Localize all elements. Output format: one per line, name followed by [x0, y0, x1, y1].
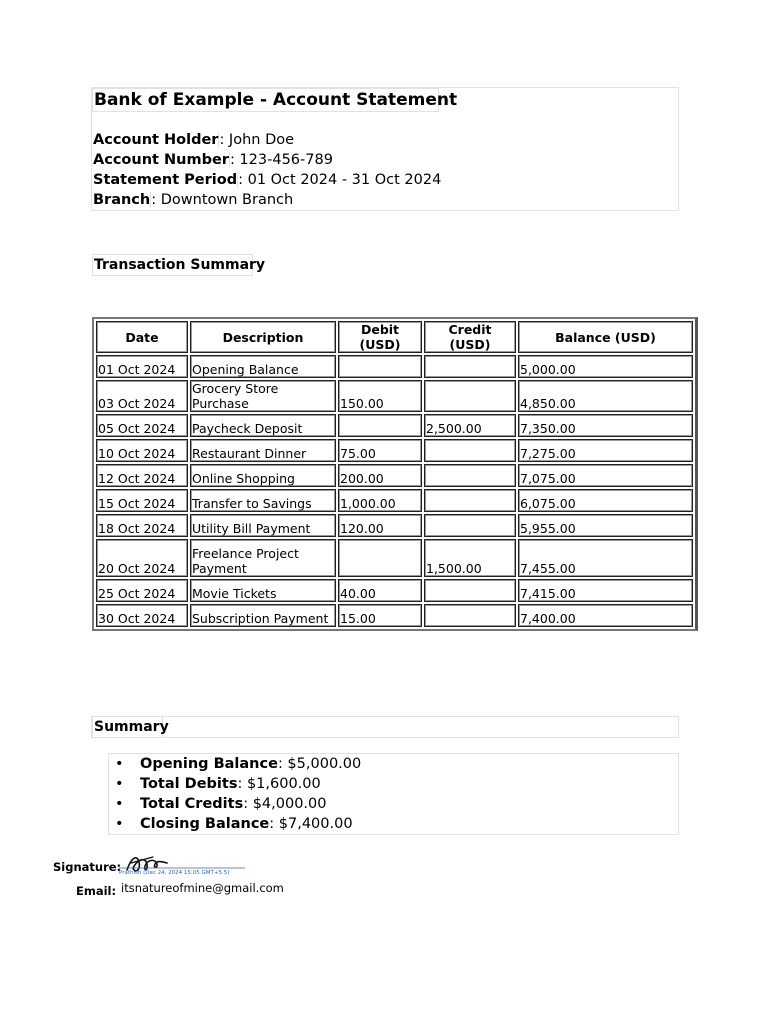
cell-balance: 7,455.00 [518, 539, 693, 577]
cell-debit: 150.00 [338, 380, 422, 412]
cell-date: 03 Oct 2024 [96, 380, 188, 412]
cell-description: Restaurant Dinner [190, 439, 336, 462]
table-row [96, 539, 693, 577]
branch-line [93, 190, 293, 210]
summary-heading: Summary [92, 716, 163, 738]
signature-caption: Prathish (Dec 24, 2024 15:05 GMT+5.5) [119, 870, 230, 876]
summary-list [108, 753, 679, 835]
cell-description: Transfer to Savings [190, 489, 336, 512]
cell-debit: 200.00 [338, 464, 422, 487]
cell-credit [424, 489, 516, 512]
table-row [96, 514, 693, 537]
cell-date: 01 Oct 2024 [96, 355, 188, 378]
cell-credit [424, 514, 516, 537]
branch-value: : Downtown Branch [151, 192, 294, 208]
signature-stroke [127, 858, 167, 871]
closing-balance-value: : $7,400.00 [269, 816, 353, 832]
cell-balance: 7,075.00 [518, 464, 693, 487]
column-header-debit: Debit (USD) [338, 321, 422, 353]
list-item [109, 794, 678, 814]
statement-period-line [93, 170, 441, 190]
cell-description: Movie Tickets [190, 579, 336, 602]
total-debits-label: Total Debits [140, 776, 238, 792]
statement-title: Bank of Example - Account Statement [94, 90, 458, 110]
signature-label: Signature: [53, 860, 122, 874]
transactions-table [92, 317, 698, 631]
cell-balance: 6,075.00 [518, 489, 693, 512]
table-header-row [96, 321, 693, 353]
account-holder-line [93, 130, 294, 150]
cell-date: 30 Oct 2024 [96, 604, 188, 627]
cell-balance: 7,350.00 [518, 414, 693, 437]
table-row [96, 579, 693, 602]
cell-credit [424, 439, 516, 462]
cell-date: 12 Oct 2024 [96, 464, 188, 487]
cell-credit [424, 355, 516, 378]
cell-date: 10 Oct 2024 [96, 439, 188, 462]
cell-debit: 1,000.00 [338, 489, 422, 512]
cell-date: 25 Oct 2024 [96, 579, 188, 602]
cell-credit: 1,500.00 [424, 539, 516, 577]
total-credits-value: : $4,000.00 [243, 796, 327, 812]
cell-credit [424, 604, 516, 627]
list-item [109, 754, 678, 774]
account-holder-value: : John Doe [219, 132, 295, 148]
table-row [96, 604, 693, 627]
cell-debit: 75.00 [338, 439, 422, 462]
column-header-description: Description [190, 321, 336, 353]
table-row [96, 464, 693, 487]
cell-description: Paycheck Deposit [190, 414, 336, 437]
table-row [96, 355, 693, 378]
account-number-value: : 123-456-789 [229, 152, 333, 168]
total-debits-value: : $1,600.00 [237, 776, 321, 792]
cell-date: 15 Oct 2024 [96, 489, 188, 512]
cell-debit: 120.00 [338, 514, 422, 537]
account-holder-label: Account Holder [93, 132, 219, 148]
statement-period-label: Statement Period [93, 172, 238, 188]
cell-credit: 2,500.00 [424, 414, 516, 437]
email-label: Email: [76, 884, 117, 898]
branch-label: Branch [93, 192, 151, 208]
list-item [109, 814, 678, 834]
cell-date: 05 Oct 2024 [96, 414, 188, 437]
transaction-summary-heading: Transaction Summary [92, 254, 253, 276]
opening-balance-label: Opening Balance [140, 756, 278, 772]
cell-description: Opening Balance [190, 355, 336, 378]
cell-balance: 5,000.00 [518, 355, 693, 378]
cell-debit [338, 355, 422, 378]
cell-description: Freelance Project Payment [190, 539, 336, 577]
cell-description: Utility Bill Payment [190, 514, 336, 537]
account-number-line [93, 150, 333, 170]
cell-balance: 4,850.00 [518, 380, 693, 412]
cell-balance: 7,415.00 [518, 579, 693, 602]
closing-balance-label: Closing Balance [140, 816, 270, 832]
email-value: itsnatureofmine@gmail.com [121, 881, 284, 895]
total-credits-label: Total Credits [140, 796, 244, 812]
cell-balance: 7,400.00 [518, 604, 693, 627]
column-header-balance: Balance (USD) [518, 321, 693, 353]
account-number-label: Account Number [93, 152, 229, 168]
table-row [96, 439, 693, 462]
column-header-date: Date [96, 321, 188, 353]
table-row [96, 414, 693, 437]
cell-credit [424, 464, 516, 487]
table-row [96, 489, 693, 512]
cell-balance: 5,955.00 [518, 514, 693, 537]
cell-description: Subscription Payment [190, 604, 336, 627]
cell-date: 18 Oct 2024 [96, 514, 188, 537]
statement-period-value: : 01 Oct 2024 - 31 Oct 2024 [238, 172, 442, 188]
list-item [109, 774, 678, 794]
cell-description: Online Shopping [190, 464, 336, 487]
summary-heading-box [91, 716, 679, 738]
cell-debit: 15.00 [338, 604, 422, 627]
table-row [96, 380, 693, 412]
column-header-credit: Credit (USD) [424, 321, 516, 353]
cell-date: 20 Oct 2024 [96, 539, 188, 577]
cell-debit [338, 539, 422, 577]
cell-balance: 7,275.00 [518, 439, 693, 462]
cell-description: Grocery Store Purchase [190, 380, 336, 412]
cell-credit [424, 579, 516, 602]
opening-balance-value: : $5,000.00 [277, 756, 362, 772]
cell-credit [424, 380, 516, 412]
cell-debit: 40.00 [338, 579, 422, 602]
cell-debit [338, 414, 422, 437]
